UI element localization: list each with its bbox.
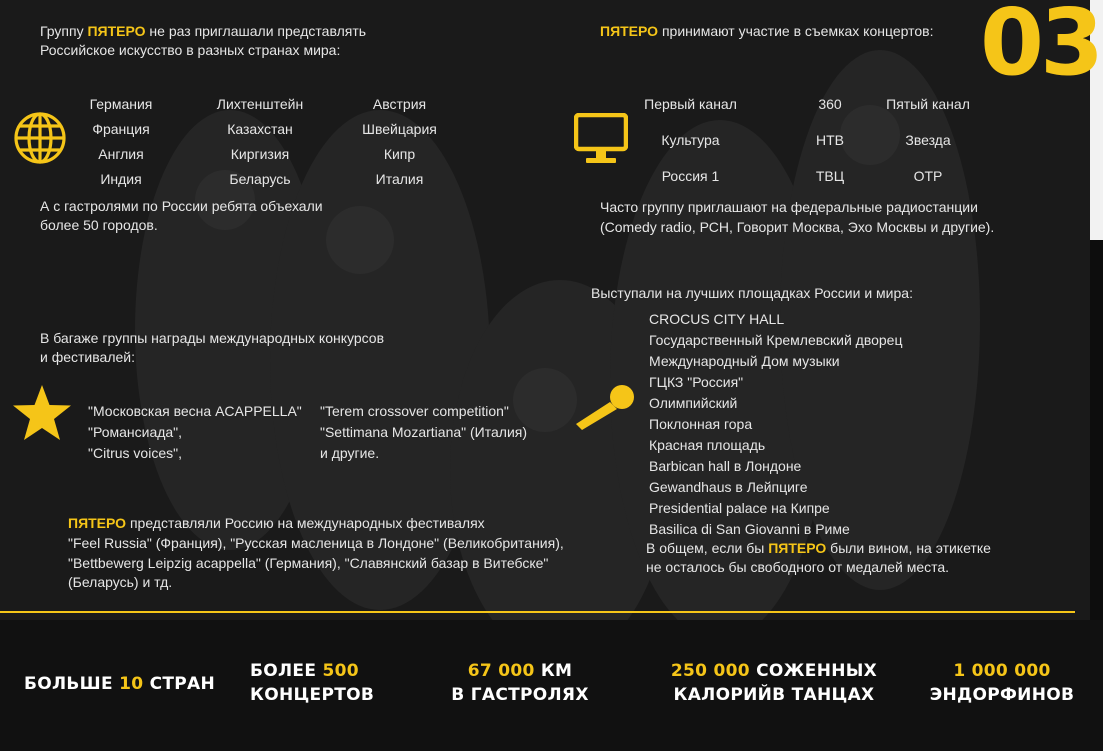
country: Лихтенштейн <box>216 96 304 112</box>
tv-channel: ОТР <box>913 168 943 184</box>
country: Германия <box>89 96 153 112</box>
russia-tours-line1: А с гастролями по России ребята объехали <box>40 198 323 214</box>
venue: Красная площадь <box>649 437 766 453</box>
tours-intro-suffix: не раз приглашали представлять <box>145 23 367 39</box>
tours-intro-prefix: Группу <box>40 23 88 39</box>
venue: ГЦКЗ "Россия" <box>649 374 744 390</box>
countries-column-3 <box>352 94 447 190</box>
section-number: 03 <box>980 0 1101 96</box>
wine-prefix: В общем, если бы <box>646 540 769 556</box>
brand-name: ПЯТЕРО <box>68 515 127 531</box>
tv-channel: Первый канал <box>644 96 737 112</box>
tv-channel: ТВЦ <box>815 168 845 184</box>
tv-channel: Пятый канал <box>886 96 970 112</box>
venue: Международный Дом музыки <box>649 353 840 369</box>
awards-column-2 <box>320 401 527 464</box>
venue: Поклонная гора <box>649 416 753 432</box>
award: "Citrus voices", <box>88 445 182 461</box>
award: "Московская весна ACAPPELLA" <box>88 403 302 419</box>
globe-icon <box>13 111 67 165</box>
festivals-line1 <box>68 514 485 533</box>
stat-text: ЭНДОРФИНОВ <box>929 685 1075 705</box>
stat-text: В ГАСТРОЛЯХ <box>451 685 589 705</box>
venue: Basilica di San Giovanni в Риме <box>649 521 850 537</box>
stat-text: КАЛОРИЙВ ТАНЦАХ <box>673 685 875 705</box>
section-divider <box>0 611 1075 613</box>
stat-km <box>440 659 600 707</box>
country: Франция <box>92 121 150 137</box>
brand-name: ПЯТЕРО <box>87 23 146 39</box>
country: Кипр <box>383 146 416 162</box>
tours-intro-line2: Российское искусство в разных странах мира: <box>40 42 341 58</box>
stat-value: 1 000 000 <box>953 661 1051 681</box>
stat-value: 500 <box>322 661 359 681</box>
tv-channels-column-2 <box>800 94 860 187</box>
tv-channel: 360 <box>818 96 842 112</box>
award: "Terem crossover competition" <box>320 403 509 419</box>
brand-name: ПЯТЕРО <box>600 23 659 39</box>
tv-intro <box>600 22 933 41</box>
star-icon <box>11 383 73 443</box>
countries-column-1 <box>76 94 166 190</box>
venue: Олимпийский <box>649 395 738 411</box>
festivals-line4: (Беларусь) и тд. <box>68 574 173 590</box>
countries-column-2 <box>205 94 315 190</box>
wine-suffix: были вином, на этикетке <box>826 540 991 556</box>
stat-countries <box>24 672 215 696</box>
radio-line1: Часто группу приглашают на федеральные радиостанции <box>600 199 978 215</box>
wine-line1 <box>646 539 991 558</box>
tv-channels-column-1 <box>633 94 748 187</box>
award: "Settimana Mozartiana" (Италия) <box>320 424 528 440</box>
stat-calories <box>664 659 884 707</box>
country: Беларусь <box>229 171 291 187</box>
award: "Романсиада", <box>88 424 183 440</box>
venues-list <box>649 309 903 540</box>
venue: Presidential palace на Кипре <box>649 500 830 516</box>
monitor-icon <box>574 113 628 165</box>
country: Киргизия <box>230 146 290 162</box>
venue: Государственный Кремлевский дворец <box>649 332 903 348</box>
scrollbar-track[interactable] <box>1090 240 1103 620</box>
brand-name: ПЯТЕРО <box>768 540 827 556</box>
tv-channels-column-3 <box>878 94 978 187</box>
russia-tours-line2: более 50 городов. <box>40 217 158 233</box>
wine-line2: не осталось бы свободного от медалей места. <box>646 559 950 575</box>
festivals-line2: "Feel Russia" (Франция), "Русская масленица в Лондоне" (Великобритания), <box>68 535 564 551</box>
tv-channel: Звезда <box>905 132 951 148</box>
country: Швейцария <box>362 121 437 137</box>
venue: Gewandhaus в Лейпциге <box>649 479 808 495</box>
stat-text: СОЖЕННЫХ <box>749 661 878 681</box>
venue: CROCUS CITY HALL <box>649 311 785 327</box>
festivals-line1-suffix: представляли Россию на международных фестивалях <box>126 515 485 531</box>
awards-intro-line1: В багаже группы награды международных конкурсов <box>40 330 385 346</box>
tv-channel: НТВ <box>816 132 844 148</box>
stat-text: СТРАН <box>143 674 216 694</box>
stat-text: КОНЦЕРТОВ <box>250 685 375 705</box>
stat-value: 10 <box>119 674 144 694</box>
stat-text: КМ <box>534 661 573 681</box>
stat-value: 67 000 <box>467 661 535 681</box>
award: и другие. <box>320 445 380 461</box>
country: Англия <box>98 146 144 162</box>
awards-column-1 <box>88 401 302 464</box>
stat-text: БОЛЬШЕ <box>24 674 120 694</box>
country: Австрия <box>372 96 427 112</box>
stat-endorphins <box>922 659 1082 707</box>
venue: Barbican hall в Лондоне <box>649 458 802 474</box>
radio-line2: (Comedy radio, РСН, Говорит Москва, Эхо Москвы и другие). <box>600 219 995 235</box>
tv-intro-suffix: принимают участие в съемках концертов: <box>658 23 934 39</box>
stat-concerts <box>250 659 374 707</box>
venues-intro: Выступали на лучших площадках России и мира: <box>591 285 913 301</box>
stat-value: 250 000 <box>670 661 750 681</box>
awards-intro-line2: и фестивалей: <box>40 349 135 365</box>
festivals-line3: "Bettbewerg Leipzig acappella" (Германия), "Славянский базар в Витебске" <box>68 555 549 571</box>
stat-text: БОЛЕЕ <box>250 661 323 681</box>
country: Индия <box>100 171 142 187</box>
microphone-icon <box>574 383 636 433</box>
country: Казахстан <box>227 121 293 137</box>
tv-channel: Культура <box>661 132 720 148</box>
country: Италия <box>375 171 424 187</box>
tv-channel: Россия 1 <box>661 168 720 184</box>
tours-intro-line1 <box>40 22 366 41</box>
